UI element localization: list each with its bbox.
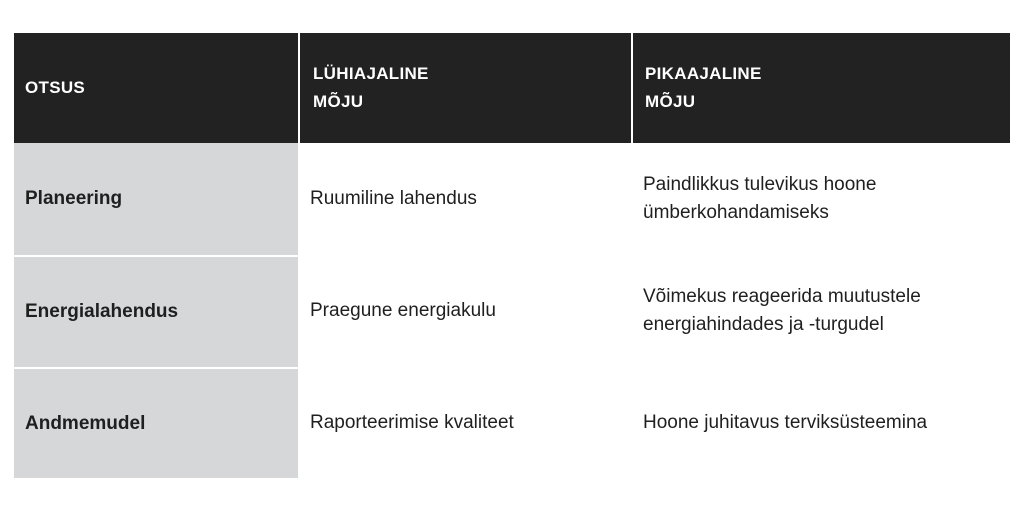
row-label-planeering: Planeering	[14, 143, 298, 255]
header-long-term-impact: PIKAAJALINE MÕJU	[631, 33, 1010, 143]
long-term-cell: Paindlikkus tulevikus hoone ümberkohandamiseks	[643, 174, 877, 223]
impact-table	[14, 33, 1010, 478]
row-label-energialahendus: Energialahendus	[14, 255, 298, 367]
header-decision: OTSUS	[14, 33, 298, 143]
short-term-cell: Ruumiline lahendus	[310, 188, 477, 209]
header-short-term-impact: LÜHIAJALINE MÕJU	[298, 33, 631, 143]
short-term-cell: Praegune energiakulu	[310, 300, 496, 321]
row-label-andmemudel: Andmemudel	[14, 367, 298, 478]
long-term-cell: Võimekus reageerida muutustele energiahindades ja -turgudel	[643, 286, 921, 335]
short-term-cell: Raporteerimise kvaliteet	[310, 411, 514, 433]
long-term-cell: Hoone juhitavus terviksüsteemina	[643, 411, 928, 433]
